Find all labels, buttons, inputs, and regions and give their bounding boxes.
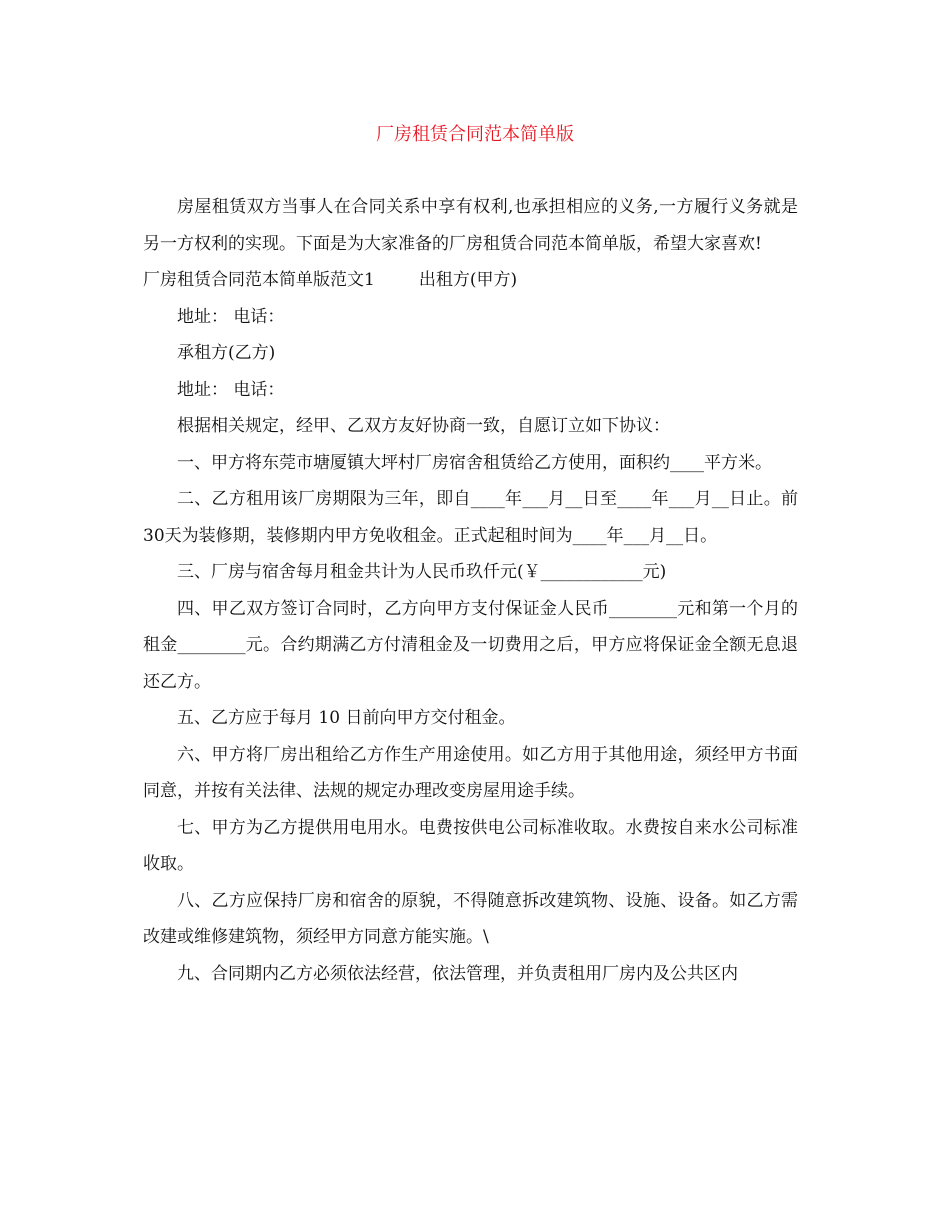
lessee-label: 承租方(乙方) [177, 343, 276, 363]
clause-4: 四、甲乙双方签订合同时，乙方向甲方支付保证金人民币________元和第一个月的租金________元。合约期满乙方付清租金及一切费用之后，甲方应将保证金全额无息退还乙方。 [143, 598, 798, 692]
clause-8: 八、乙方应保持厂房和宿舍的原貌，不得随意拆改建筑物、设施、设备。如乙方需改建或维修建筑物，须经甲方同意方能实施。\ [143, 890, 798, 947]
sample-heading: 厂房租赁合同范本简单版范文1 [143, 270, 375, 290]
intro-paragraph: 房屋租赁双方当事人在合同关系中享有权利,也承担相应的义务,一方履行义务就是另一方权利的实现。下面是为大家准备的厂房租赁合同范本简单版，希望大家喜欢! [143, 197, 798, 254]
clause-9: 九、合同期内乙方必须依法经营，依法管理，并负责租用厂房内及公共区内 [177, 963, 738, 984]
clause-7: 七、甲方为乙方提供用电用水。电费按供电公司标准收取。水费按自来水公司标准收取。 [143, 817, 798, 874]
clause-6: 六、甲方将厂房出租给乙方作生产用途使用。如乙方用于其他用途，须经甲方书面同意，并按有关法律、法规的规定办理改变房屋用途手续。 [143, 744, 798, 801]
clause-2: 二、乙方租用该厂房期限为三年，即自____年___月__日至____年___月__日止。前30天为装修期，装修期内甲方免收租金。正式起租时间为____年___月__日。 [143, 489, 798, 546]
sample-heading-line [143, 262, 798, 299]
document-body [143, 189, 798, 992]
clause-5: 五、乙方应于每月 10 日前向甲方交付租金。 [177, 708, 516, 728]
document-title: 厂房租赁合同范本简单版 [376, 124, 574, 145]
clause-3: 三、厂房与宿舍每月租金共计为人民币玖仟元(￥____________元) [177, 562, 667, 582]
lessor-label: 出租方(甲方) [418, 270, 518, 290]
lessee-contact: 地址： 电话： [177, 379, 285, 400]
clause-1: 一、甲方将东莞市塘厦镇大坪村厂房宿舍租赁给乙方使用，面积约____平方米。 [177, 452, 772, 473]
agreement-intro: 根据相关规定，经甲、乙双方友好协商一致，自愿订立如下协议： [177, 416, 670, 436]
lessor-contact: 地址： 电话： [177, 306, 285, 327]
